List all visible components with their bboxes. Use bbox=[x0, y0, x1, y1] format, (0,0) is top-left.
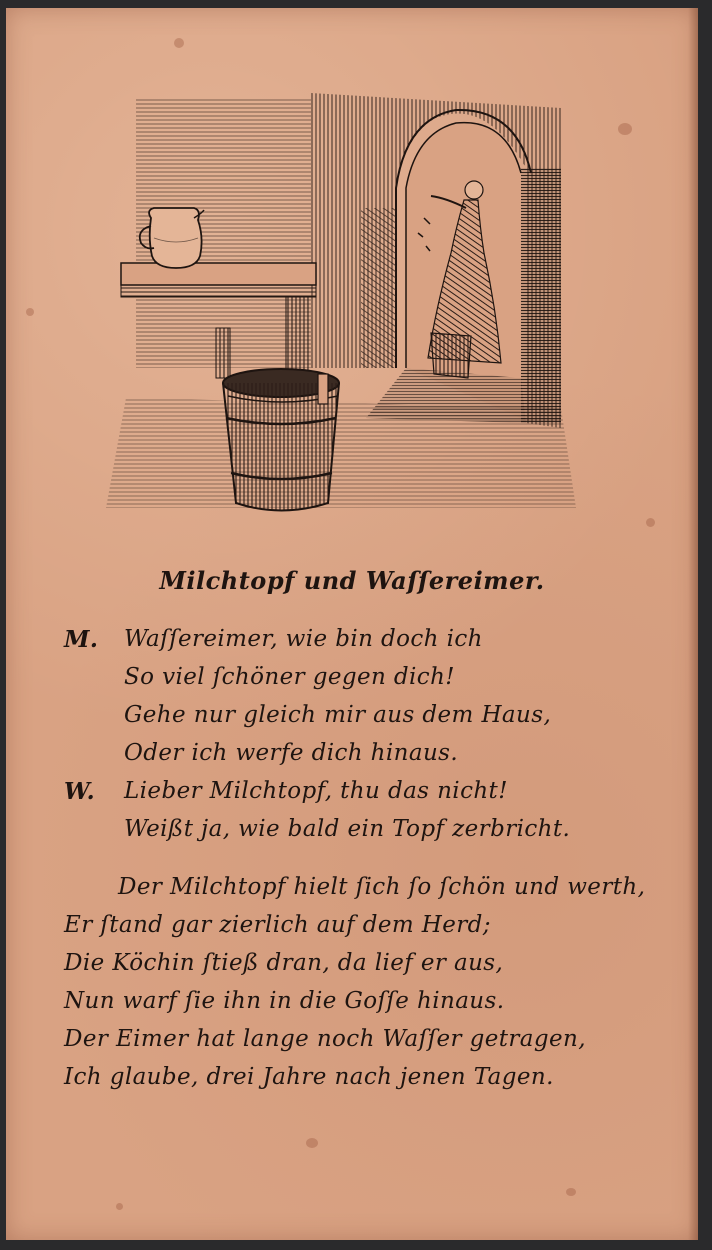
dialogue-line: Weißt ja, wie bald ein Topf zerbricht. bbox=[124, 816, 571, 842]
stanza-line: Der Milchtopf hielt ſich ſo ſchön und werth, bbox=[118, 874, 646, 900]
wooden-bucket-icon bbox=[223, 369, 339, 511]
page-edge-shadow bbox=[688, 8, 698, 1240]
stanza-line: Er ſtand gar zierlich auf dem Herd; bbox=[64, 912, 491, 938]
stanza-line: Nun warf ſie ihn in die Goſſe hinaus. bbox=[64, 988, 505, 1014]
dialogue-line: Oder ich werfe dich hinaus. bbox=[124, 740, 459, 766]
foxing-spot bbox=[174, 38, 184, 48]
foxing-spot bbox=[566, 1188, 576, 1196]
book-page bbox=[6, 8, 698, 1240]
speaker-label: M. bbox=[64, 626, 99, 653]
foxing-spot bbox=[116, 1203, 123, 1210]
dialogue-line: So viel ſchöner gegen dich! bbox=[124, 664, 455, 690]
woodcut-illustration bbox=[106, 78, 576, 538]
stanza-line: Die Köchin ſtieß dran, da lief er aus, bbox=[64, 950, 504, 976]
dialogue-line: Gehe nur gleich mir aus dem Haus, bbox=[124, 702, 552, 728]
foxing-spot bbox=[646, 518, 655, 527]
foxing-spot bbox=[26, 308, 34, 316]
foxing-spot bbox=[618, 123, 632, 135]
foxing-spot bbox=[306, 1138, 318, 1148]
poem-title: Milchtopf und Waſſereimer. bbox=[159, 566, 545, 595]
dialogue-line: Lieber Milchtopf, thu das nicht! bbox=[124, 778, 508, 804]
stanza-line: Der Eimer hat lange noch Waſſer getragen, bbox=[64, 1026, 586, 1052]
dialogue-line: Waſſereimer, wie bin doch ich bbox=[124, 626, 483, 652]
stanza-line: Ich glaube, drei Jahre nach jenen Tagen. bbox=[64, 1064, 554, 1090]
speaker-label: W. bbox=[64, 778, 96, 805]
